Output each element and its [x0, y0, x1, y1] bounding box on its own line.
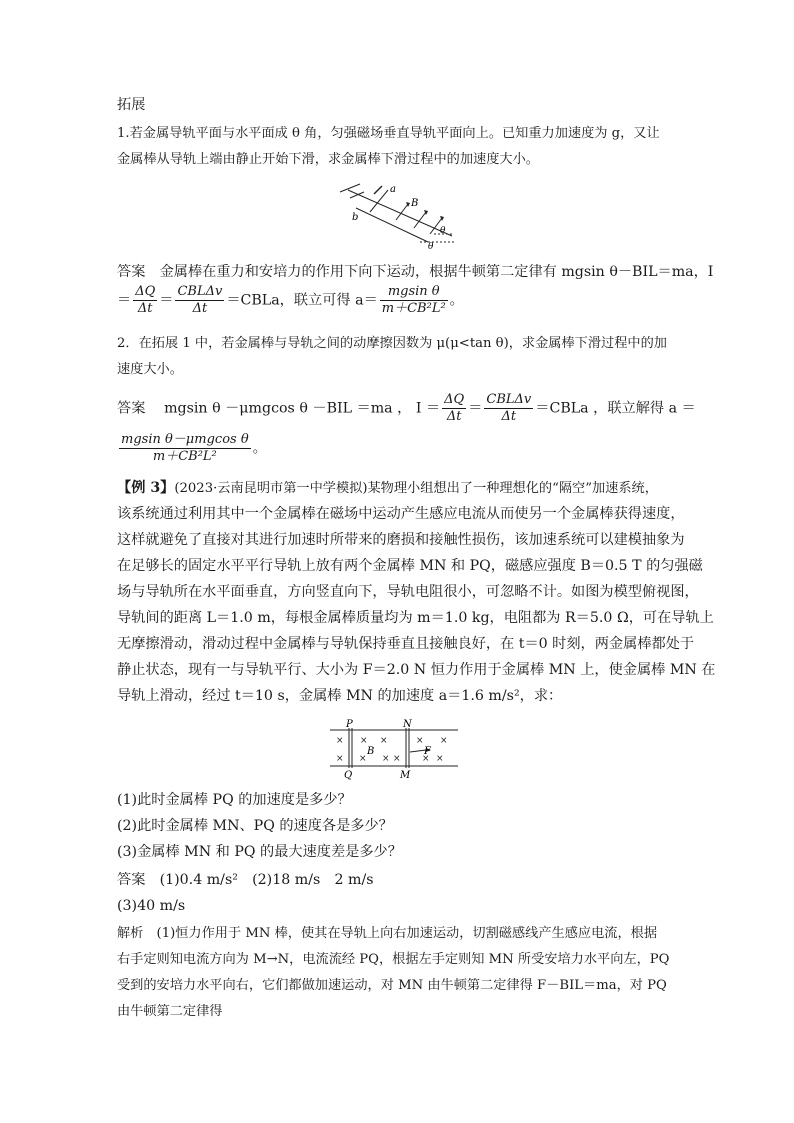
svg-text:×: × — [416, 736, 424, 746]
extension-q1-line1: 1.若金属导轨平面与水平面成 θ 角，匀强磁场垂直导轨平面向上。已知重力加速度为 g，又让 — [117, 126, 660, 141]
rail-top-view-figure — [330, 718, 462, 782]
answer2-line1: 答案 mgsin θ －μmgcos θ －BIL ＝ma ， I ＝ $\frac{\Delta Q}{\Delta t}$ ＝ $\frac{\text{CBLΔv}}{\Delta t}$ ＝CBLa ，联立解得 a ＝ — [117, 392, 696, 424]
label-Q: Q — [344, 770, 353, 781]
svg-text:×: × — [360, 736, 368, 746]
label-N: N — [403, 719, 412, 730]
example3-line4: 在足够长的固定水平平行导轨上放有两个金属棒 MN 和 PQ，磁感应强度 B＝0.5 T 的匀强磁 — [117, 558, 703, 574]
question-3: (3)金属棒 MN 和 PQ 的最大速度差是多少？ — [117, 844, 402, 860]
fraction-acceleration-1: $\frac{\text{mgsin θ}}{\text{m＋CB²L²}}$ — [381, 284, 446, 316]
example3-line2: 该系统通过利用其中一个金属棒在磁场中运动产生感应电流从而使另一个金属棒获得速度， — [117, 506, 685, 522]
inclined-rail-figure — [330, 176, 460, 252]
example3-line1: 【例 3】(2023·云南昆明市第一中学模拟)某物理小组想出了一种理想化的“隔空”加速系统， — [117, 480, 658, 496]
svg-text:×: × — [382, 754, 390, 764]
fraction-CBLdv-dt-2: $\frac{\text{CBLΔv}}{\Delta t}$ — [486, 392, 532, 424]
example3-line9: 导轨上滑动，经过 t＝10 s，金属棒 MN 的加速度 a＝1.6 m/s²，求： — [117, 688, 563, 704]
question-1: (1)此时金属棒 PQ 的加速度是多少？ — [117, 792, 352, 808]
question-2: (2)此时金属棒 MN、PQ 的速度各是多少？ — [117, 818, 393, 834]
label-b: b — [352, 212, 359, 223]
svg-text:×: × — [380, 736, 388, 746]
label-a: a — [390, 184, 396, 195]
analysis-line3: 受到的安培力水平向右，它们都做加速运动，对 MN 由牛顿第二定律得 F－BIL＝ma，对 PQ — [117, 978, 667, 993]
label-B-field: B — [367, 746, 375, 757]
svg-text:×: × — [336, 736, 344, 746]
label-theta-upper: θ — [440, 226, 446, 236]
extension-q2-line1: 2．在拓展 1 中，若金属棒与导轨之间的动摩擦因数为 μ(μ<tan θ)，求金属棒下滑过程中的加 — [117, 336, 667, 351]
fraction-CBLdv-dt: $\frac{\text{CBLΔv}}{\Delta t}$ — [177, 284, 223, 316]
analysis-line1: 解析 (1)恒力作用于 MN 棒，使其在导轨上向右加速运动，切割磁感线产生感应电流，根据 — [117, 926, 658, 941]
svg-text:×: × — [440, 736, 448, 746]
label-theta-lower: θ — [428, 242, 434, 252]
answers-line2: (3)40 m/s — [117, 898, 186, 914]
fraction-dQ-dt: $\frac{\Delta Q}{\Delta t}$ — [135, 284, 156, 316]
example3-line7: 无摩擦滑动，滑动过程中金属棒与导轨保持垂直且接触良好，在 t＝0 时刻，两金属棒都处于 — [117, 636, 695, 652]
label-F: F — [424, 746, 431, 757]
answers-line1: 答案 (1)0.4 m/s² (2)18 m/s 2 m/s — [117, 872, 374, 888]
label-P: P — [346, 719, 353, 730]
analysis-line4: 由牛顿第二定律得 — [117, 1004, 223, 1019]
example3-line8: 静止状态，现有一与导轨平行、大小为 F＝2.0 N 恒力作用于金属棒 MN 上，使金属棒 MN 在 — [117, 662, 716, 678]
answer1-formula: ＝ $\frac{\Delta Q}{\Delta t}$ ＝ $\frac{\text{CBLΔv}}{\Delta t}$ ＝CBLa，联立可得 a＝ $\frac{\text{mgsin θ}}{\text{m＋CB²L²}}$ 。 — [117, 284, 464, 316]
example3-line3: 这样就避免了直接对其进行加速时所带来的磨损和接触性损伤，该加速系统可以建模抽象为 — [117, 532, 685, 548]
label-M: M — [400, 770, 411, 781]
svg-text:×: × — [436, 754, 444, 764]
svg-text:×: × — [393, 754, 401, 764]
label-B: B — [411, 198, 419, 209]
answer1-line1: 答案 金属棒在重力和安培力的作用下向下运动，根据牛顿第二定律有 mgsin θ－BIL＝ma，I — [117, 264, 714, 280]
svg-text:×: × — [422, 754, 430, 764]
extension-q1-line2: 金属棒从导轨上端由静止开始下滑，求金属棒下滑过程中的加速度大小。 — [117, 152, 539, 167]
extension-q2-line2: 速度大小。 — [117, 362, 183, 377]
fraction-dQ-dt-2: $\frac{\Delta Q}{\Delta t}$ — [444, 392, 465, 424]
example3-line6: 导轨间的距离 L＝1.0 m，每根金属棒质量均为 m＝1.0 kg，电阻都为 R＝5.0 Ω，可在导轨上 — [117, 610, 714, 626]
example-tag: 【例 3】 — [117, 480, 175, 496]
fraction-acceleration-2: $\frac{\text{mgsin θ－μmgcos θ}}{\text{m＋CB²L²}}$ — [121, 432, 249, 464]
extension-heading: 拓展 — [117, 97, 146, 113]
analysis-line2: 右手定则知电流方向为 M→N，电流流经 PQ，根据左手定则知 MN 所受安培力水平向左，PQ — [117, 952, 670, 967]
answer2-line2: $\frac{\text{mgsin θ－μmgcos θ}}{\text{m＋CB²L²}}$ 。 — [121, 432, 267, 464]
svg-text:×: × — [359, 754, 367, 764]
example3-line5: 场与导轨所在水平面垂直，方向竖直向下，导轨电阻很小，可忽略不计。如图为模型俯视图， — [117, 584, 699, 600]
svg-text:×: × — [336, 754, 344, 764]
